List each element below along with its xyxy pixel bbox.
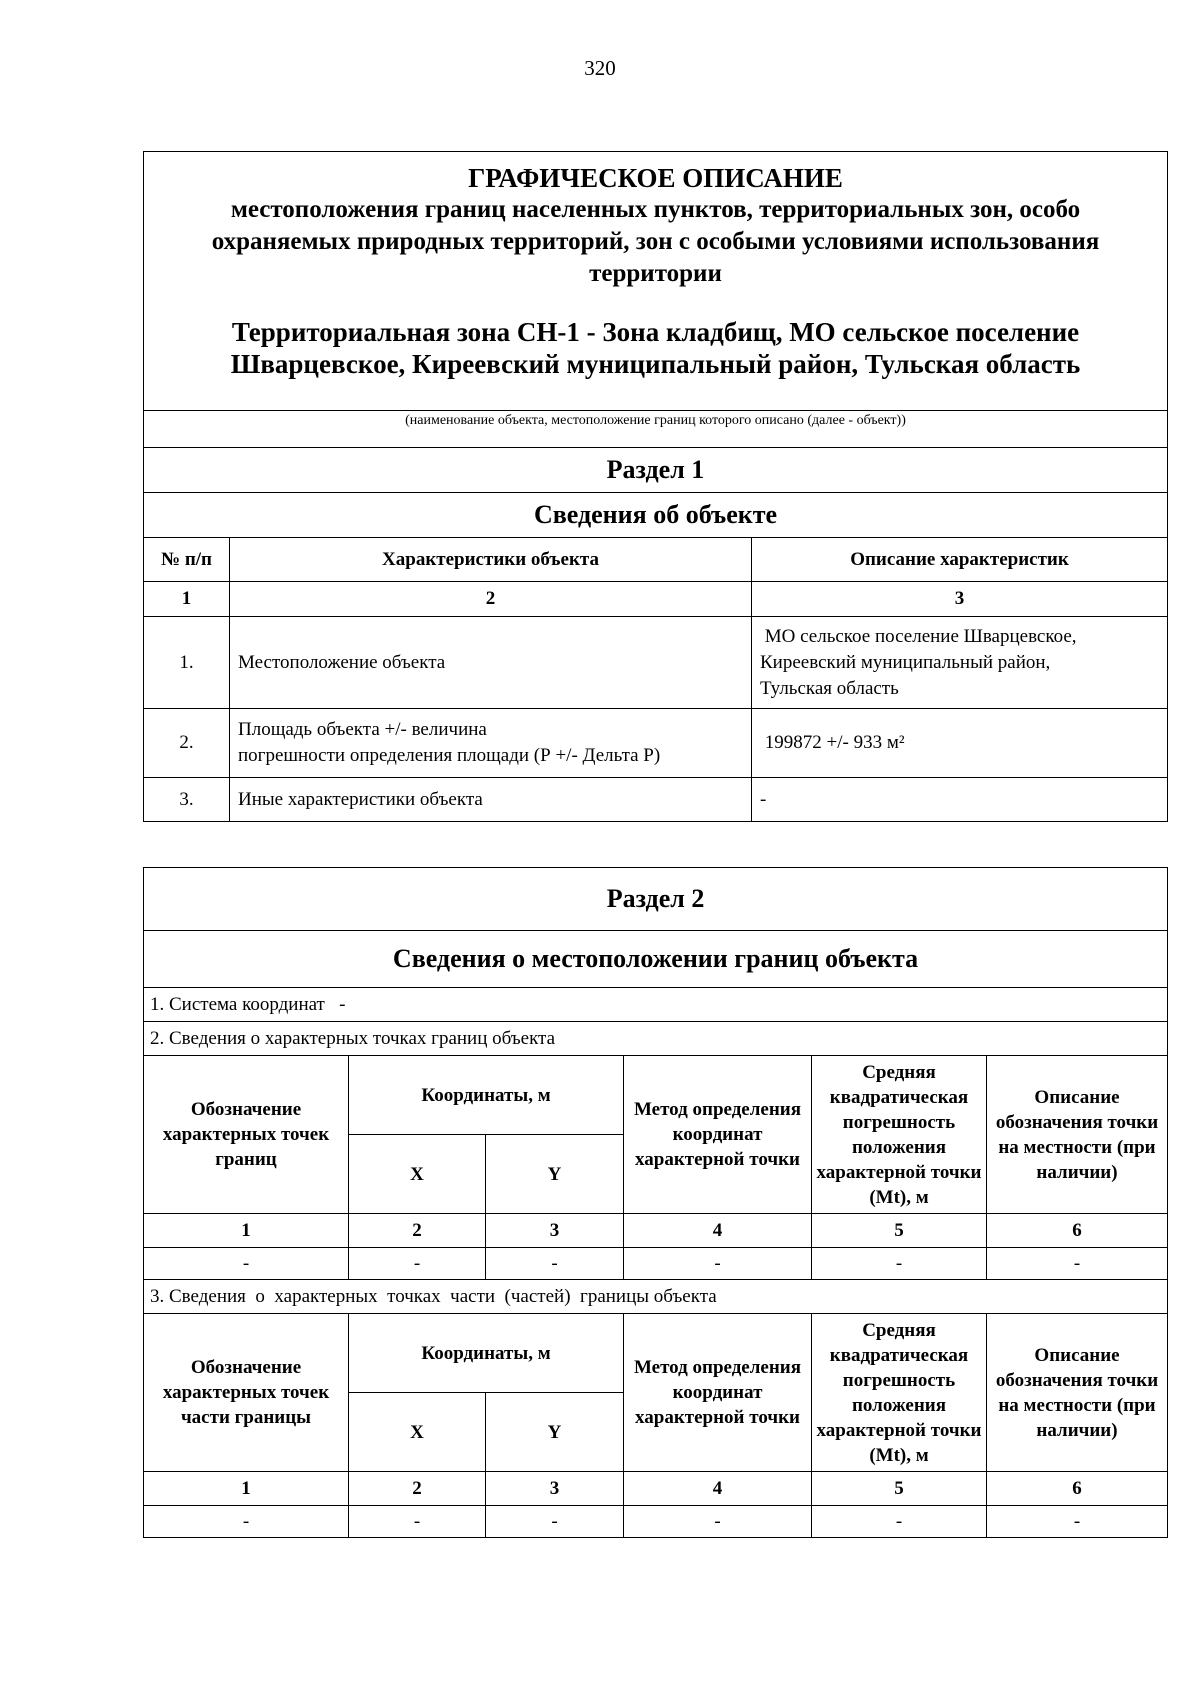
description-line: - [760, 788, 767, 810]
row-description [752, 778, 1168, 822]
table-cell: - [624, 1506, 812, 1538]
section2-table [143, 867, 1168, 1538]
header-description: Описание обозначения точки на местности (при наличии) [987, 1056, 1168, 1214]
column-number: 3 [752, 582, 1168, 617]
table-row [144, 1248, 1168, 1280]
table-cell: - [987, 1248, 1168, 1280]
table-cell: - [812, 1506, 987, 1538]
header-y: Y [486, 1135, 624, 1214]
document-subtitle-line-1: местоположения границ населенных пунктов, территориальных зон, особо [230, 196, 1081, 223]
header-description: Описание обозначения точки на местности (при наличии) [987, 1314, 1168, 1472]
header-x: X [349, 1393, 486, 1472]
object-name-line-2: Шварцевское, Киреевский муниципальный район, Тульская область [230, 349, 1081, 379]
section1-table [143, 151, 1168, 822]
header-coordinates: Координаты, м [349, 1056, 624, 1135]
document-header [144, 152, 1168, 411]
column-number: 3 [486, 1472, 624, 1506]
table-cell: - [349, 1248, 486, 1280]
table-cell: - [349, 1506, 486, 1538]
row-description [752, 617, 1168, 709]
header-coordinates: Координаты, м [349, 1314, 624, 1393]
column-header-description: Описание характеристик [752, 538, 1168, 582]
column-header-characteristic: Характеристики объекта [230, 538, 752, 582]
document-subtitle-line-2: охраняемых природных территорий, зон с особыми условиями использования [211, 228, 1100, 255]
characteristic-line: Иные характеристики объекта [238, 788, 483, 810]
document-title: ГРАФИЧЕСКОЕ ОПИСАНИЕ [468, 163, 843, 193]
table-row [144, 617, 1168, 709]
table-cell: - [486, 1248, 624, 1280]
column-number: 6 [987, 1472, 1168, 1506]
section1-title: Раздел 1 [144, 448, 1168, 493]
table-cell: - [812, 1248, 987, 1280]
column-number: 1 [144, 582, 230, 617]
table-cell: - [486, 1506, 624, 1538]
column-number: 1 [144, 1472, 349, 1506]
characteristic-line: Местоположение объекта [238, 651, 446, 673]
table-row [144, 709, 1168, 778]
table-cell: - [624, 1248, 812, 1280]
header-error: Средняя квадратическая погрешность положения характерной точки (Mt), м [812, 1056, 987, 1214]
description-line: МО сельское поселение Шварцевское, [760, 625, 1077, 647]
column-number: 5 [812, 1472, 987, 1506]
row-characteristic [230, 778, 752, 822]
section2-subtitle: Сведения о местоположении границ объекта [144, 931, 1168, 988]
description-line: Тульская область [760, 677, 899, 699]
object-caption: (наименование объекта, местоположение границ которого описано (далее - объект)) [144, 411, 1168, 448]
description-line: Киреевский муниципальный район, [760, 651, 1051, 673]
parts-heading: 3. Сведения о характерных точках части (частей) границы объекта [144, 1280, 1168, 1314]
section1-subtitle: Сведения об объекте [144, 493, 1168, 538]
table-row [144, 778, 1168, 822]
description-line: 199872 +/- 933 м² [760, 732, 905, 753]
header-method: Метод определения координат характерной точки [624, 1314, 812, 1472]
column-number: 2 [349, 1472, 486, 1506]
points-heading: 2. Сведения о характерных точках границ объекта [144, 1022, 1168, 1056]
object-name-line-1: Территориальная зона СН-1 - Зона кладбищ, МО сельское поселение [231, 317, 1080, 347]
column-number: 1 [144, 1214, 349, 1248]
header-method: Метод определения координат характерной точки [624, 1056, 812, 1214]
characteristic-line: погрешности определения площади (Р +/- Дельта Р) [238, 745, 661, 766]
table-cell: - [144, 1506, 349, 1538]
row-characteristic [230, 617, 752, 709]
coord-system: 1. Система координат - [144, 988, 1168, 1022]
header-error: Средняя квадратическая погрешность положения характерной точки (Mt), м [812, 1314, 987, 1472]
column-number: 4 [624, 1472, 812, 1506]
column-number: 3 [486, 1214, 624, 1248]
row-characteristic [230, 709, 752, 778]
table-cell: - [144, 1248, 349, 1280]
column-number: 6 [987, 1214, 1168, 1248]
header-designation: Обозначение характерных точек части границы [144, 1314, 349, 1472]
column-number: 4 [624, 1214, 812, 1248]
column-number: 2 [230, 582, 752, 617]
row-index: 1. [144, 617, 230, 709]
row-index: 2. [144, 709, 230, 778]
document-subtitle-line-3: территории [589, 260, 722, 287]
row-description [752, 709, 1168, 778]
section2-title: Раздел 2 [144, 868, 1168, 931]
header-designation: Обозначение характерных точек границ [144, 1056, 349, 1214]
characteristic-line: Площадь объекта +/- величина [238, 719, 487, 740]
header-x: X [349, 1135, 486, 1214]
row-index: 3. [144, 778, 230, 822]
header-y: Y [486, 1393, 624, 1472]
column-header-number: № п/п [144, 538, 230, 582]
table-cell: - [987, 1506, 1168, 1538]
column-number: 2 [349, 1214, 486, 1248]
table-row [144, 1506, 1168, 1538]
page-number: 320 [584, 56, 616, 80]
column-number: 5 [812, 1214, 987, 1248]
